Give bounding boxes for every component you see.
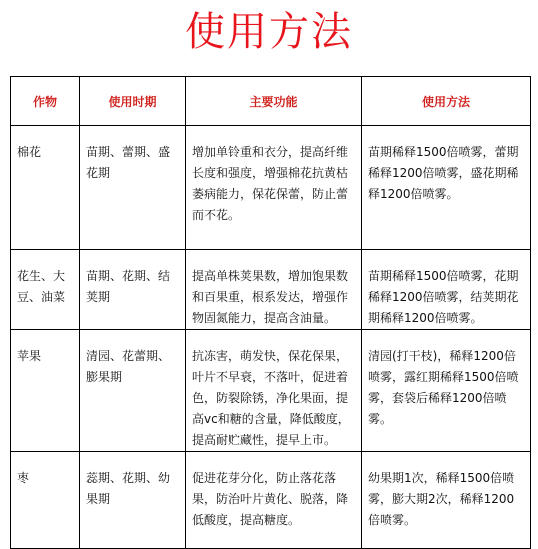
table-header-row (11, 77, 531, 126)
cell-crop: 棉花 (11, 126, 80, 250)
cell-method: 清园(打干枝)，稀释1200倍喷雾，露红期稀释1500倍喷雾，套袋后稀释1200倍喷雾。 (362, 330, 531, 452)
table-row (11, 250, 531, 330)
cell-function: 促进花芽分化，防止落花落果，防治叶片黄化、脱落，降低酸度，提高糖度。 (186, 452, 362, 549)
cell-crop: 苹果 (11, 330, 80, 452)
cell-function: 抗冻害，萌发快，保花保果，叶片不早衰，不落叶，促进着色，防裂除锈，净化果面，提高vc和糖的含量，降低酸度，提高耐贮藏性，提早上市。 (186, 330, 362, 452)
table-row (11, 126, 531, 250)
header-method: 使用方法 (362, 77, 531, 126)
cell-period: 苗期、蕾期、盛花期 (80, 126, 186, 250)
cell-method: 苗期稀释1500倍喷雾，花期稀释1200倍喷雾，结荚期花期稀释1200倍喷雾。 (362, 250, 531, 330)
cell-crop: 枣 (11, 452, 80, 549)
cell-function: 提高单株荚果数，增加饱果数和百果重，根系发达，增强作物固氮能力，提高含油量。 (186, 250, 362, 330)
cell-method: 苗期稀释1500倍喷雾，蕾期稀释1200倍喷雾，盛花期稀释1200倍喷雾。 (362, 126, 531, 250)
usage-table (10, 76, 531, 549)
table-row (11, 452, 531, 549)
header-crop: 作物 (11, 77, 80, 126)
header-function: 主要功能 (186, 77, 362, 126)
header-period: 使用时期 (80, 77, 186, 126)
table-row (11, 330, 531, 452)
cell-method: 幼果期1次，稀释1500倍喷雾，膨大期2次，稀释1200倍喷雾。 (362, 452, 531, 549)
cell-period: 清园、花蕾期、膨果期 (80, 330, 186, 452)
cell-crop: 花生、大豆、油菜 (11, 250, 80, 330)
cell-period: 蕊期、花期、幼果期 (80, 452, 186, 549)
page-title: 使用方法 (185, 9, 353, 55)
cell-period: 苗期、花期、结荚期 (80, 250, 186, 330)
cell-function: 增加单铃重和衣分，提高纤维长度和强度，增强棉花抗黄枯萎病能力，保花保蕾，防止蕾而不花。 (186, 126, 362, 250)
